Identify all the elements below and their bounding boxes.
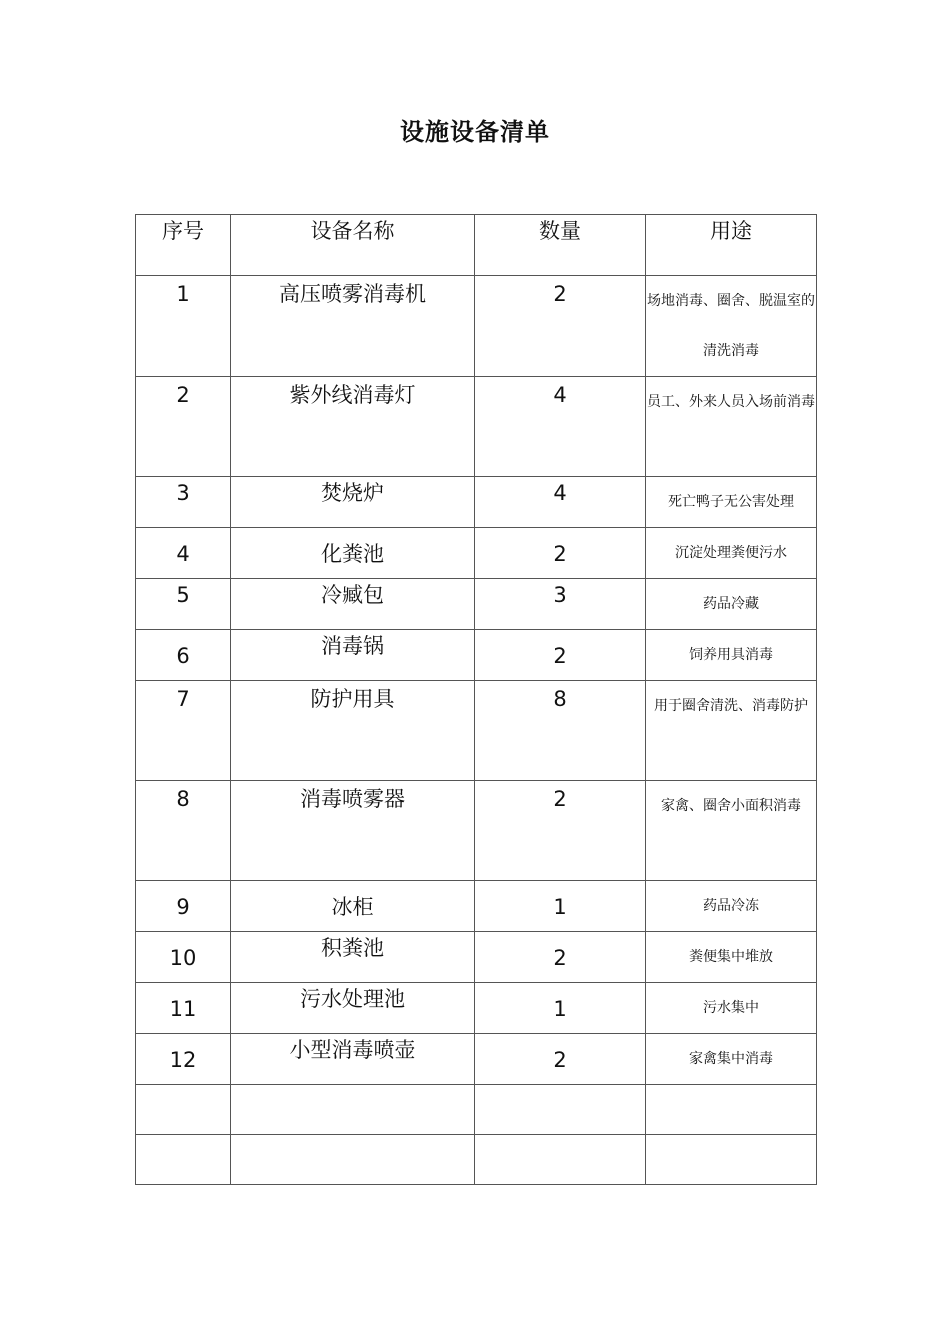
table-header-row (136, 215, 817, 276)
table-row (136, 681, 817, 781)
empty-cell (231, 1135, 475, 1185)
row-name: 化粪池 (231, 528, 475, 579)
row-qty: 2 (475, 630, 646, 681)
header-use: 用途 (646, 215, 817, 276)
page-title: 设施设备清单 (400, 118, 550, 146)
row-no: 12 (136, 1034, 231, 1085)
equipment-table (135, 214, 817, 1185)
table-row (136, 1034, 817, 1085)
table-row (136, 276, 817, 377)
row-name: 污水处理池 (231, 983, 475, 1034)
empty-table-row (136, 1085, 817, 1135)
row-no: 7 (136, 681, 231, 781)
row-use: 粪便集中堆放 (646, 932, 817, 983)
row-no: 8 (136, 781, 231, 881)
row-qty: 2 (475, 528, 646, 579)
row-name: 焚烧炉 (231, 477, 475, 528)
row-qty: 2 (475, 1034, 646, 1085)
row-qty: 2 (475, 932, 646, 983)
header-name: 设备名称 (231, 215, 475, 276)
row-qty: 1 (475, 881, 646, 932)
row-qty: 1 (475, 983, 646, 1034)
row-use: 沉淀处理粪便污水 (646, 528, 817, 579)
table-row (136, 630, 817, 681)
table-row (136, 377, 817, 477)
empty-cell (136, 1085, 231, 1135)
table-row (136, 983, 817, 1034)
row-use: 死亡鸭子无公害处理 (646, 477, 817, 528)
row-no: 10 (136, 932, 231, 983)
row-use: 员工、外来人员入场前消毒 (646, 377, 817, 477)
empty-cell (231, 1085, 475, 1135)
empty-cell (475, 1135, 646, 1185)
row-qty: 2 (475, 276, 646, 377)
row-use: 用于圈舍清洗、消毒防护 (646, 681, 817, 781)
table-row (136, 881, 817, 932)
row-name: 消毒喷雾器 (231, 781, 475, 881)
table-row (136, 579, 817, 630)
row-name: 消毒锅 (231, 630, 475, 681)
table-row (136, 932, 817, 983)
empty-cell (475, 1085, 646, 1135)
row-qty: 8 (475, 681, 646, 781)
row-use: 饲养用具消毒 (646, 630, 817, 681)
row-name: 冰柜 (231, 881, 475, 932)
row-no: 4 (136, 528, 231, 579)
row-name: 积粪池 (231, 932, 475, 983)
header-qty: 数量 (475, 215, 646, 276)
row-use: 药品冷藏 (646, 579, 817, 630)
row-name: 冷臧包 (231, 579, 475, 630)
row-qty: 3 (475, 579, 646, 630)
row-use: 场地消毒、圈舍、脱温室的清洗消毒 (646, 276, 817, 377)
row-use: 污水集中 (646, 983, 817, 1034)
row-no: 6 (136, 630, 231, 681)
table-row (136, 477, 817, 528)
row-name: 小型消毒喷壶 (231, 1034, 475, 1085)
row-name: 紫外线消毒灯 (231, 377, 475, 477)
row-qty: 4 (475, 477, 646, 528)
row-no: 9 (136, 881, 231, 932)
row-no: 5 (136, 579, 231, 630)
row-use: 家禽、圈舍小面积消毒 (646, 781, 817, 881)
row-use: 药品冷冻 (646, 881, 817, 932)
empty-cell (646, 1085, 817, 1135)
row-name: 防护用具 (231, 681, 475, 781)
empty-cell (646, 1135, 817, 1185)
row-no: 3 (136, 477, 231, 528)
table-row (136, 528, 817, 579)
row-qty: 2 (475, 781, 646, 881)
empty-table-row (136, 1135, 817, 1185)
row-use: 家禽集中消毒 (646, 1034, 817, 1085)
row-name: 高压喷雾消毒机 (231, 276, 475, 377)
row-qty: 4 (475, 377, 646, 477)
header-no: 序号 (136, 215, 231, 276)
row-no: 11 (136, 983, 231, 1034)
table-row (136, 781, 817, 881)
row-no: 1 (136, 276, 231, 377)
empty-cell (136, 1135, 231, 1185)
row-no: 2 (136, 377, 231, 477)
